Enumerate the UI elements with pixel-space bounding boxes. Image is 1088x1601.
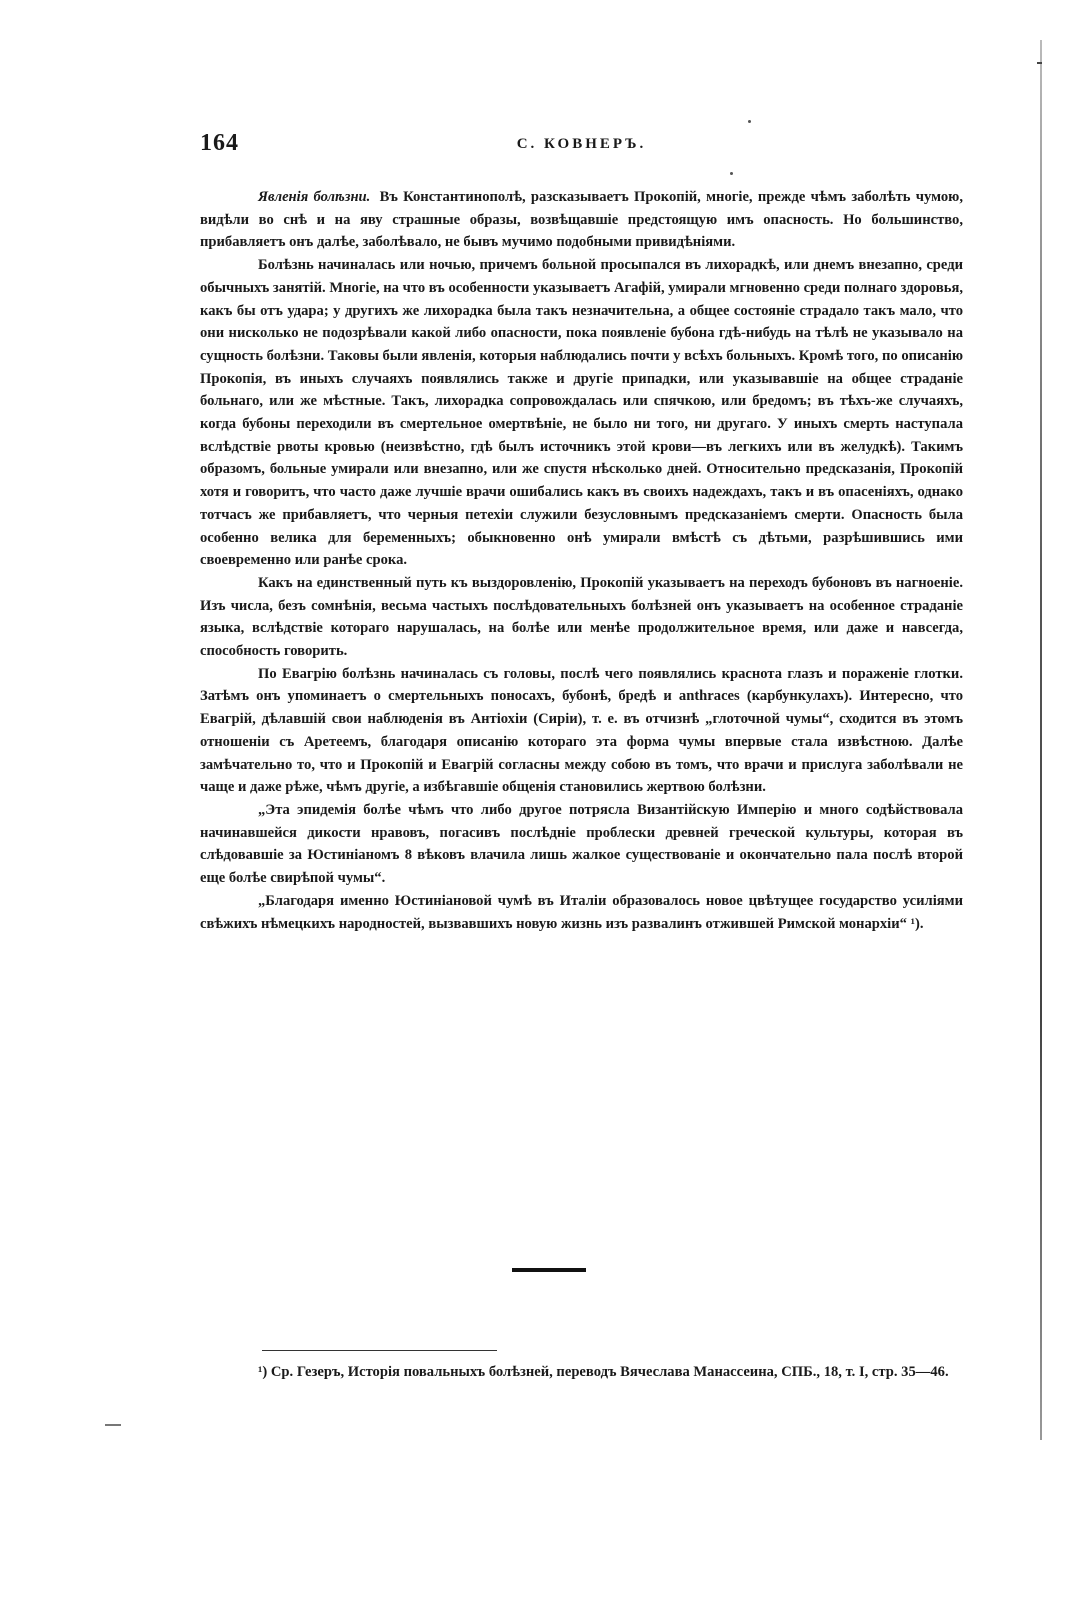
page-header [200, 130, 963, 160]
section-heading: Явленія болѣзни. [258, 189, 371, 205]
page-edge-tick [1037, 62, 1042, 64]
footnote: ¹) Ср. Гезеръ, Исторія повальныхъ болѣзней, переводъ Вячеслава Манассеина, СПБ., 18, т. I, стр. 35—46. [258, 1364, 949, 1380]
footnote-rule [262, 1350, 497, 1351]
paragraph: „Эта эпидемія болѣе чѣмъ что либо другое потрясла Византійскую Имперію и много содѣйствовала начинавшейся дикости нравовъ, погасивъ послѣдніе проблески древней греческой культуры, которая въ слѣдовавшіе за Юстиніаномъ 8 вѣковъ влачила лишь жалкое существованіе и окончательно пала послѣ второй еще болѣе свирѣпой чумы“. [200, 801, 963, 887]
page-number: 164 [200, 130, 239, 156]
paragraph [200, 186, 963, 254]
speck [748, 120, 751, 123]
page-edge-line [1040, 40, 1042, 1440]
margin-mark [105, 1424, 121, 1426]
paragraph: Какъ на единственный путь къ выздоровленію, Прокопій указываетъ на переходъ бубоновъ въ нагноеніе. Изъ числа, безъ сомнѣнія, весьма частыхъ послѣдовательныхъ болѣзней онъ указываетъ на особенное страданіе языка, вслѣдствіе котораго нарушалась, на болѣе или менѣе продолжительное время, или даже и навсегда, способность говорить. [200, 574, 963, 660]
running-head: С. КОВНЕРЪ. [516, 136, 647, 152]
paragraph-text: Въ Константинополѣ, разсказываетъ Прокопій, многіе, прежде чѣмъ заболѣть чумою, видѣли во снѣ и на яву страшные образы, возвѣщавшіе предстоящую имъ опасность. Но большинство, прибавляетъ онъ далѣе, заболѣвало, не бывъ мучимо подобными привидѣніями. [200, 189, 963, 251]
paragraph: „Благодаря именно Юстиніановой чумѣ въ Италіи образовалось новое цвѣтущее государство усиліями свѣжихъ нѣмецкихъ народностей, вызвавшихъ новую жизнь изъ развалинъ отжившей Римской монархіи“ ¹). [200, 892, 963, 932]
paragraph: Болѣзнь начиналась или ночью, причемъ больной просыпался въ лихорадкѣ, или днемъ внезапно, среди обычныхъ занятій. Многіе, на что въ особенности указываетъ Агафій, умирали мгновенно среди полнаго здоровья, какъ бы отъ удара; у другихъ же лихорадка была такъ незначительна, а общее состояніе страдало такъ мало, что они нисколько не подозрѣвали какой либо опасности, пока появленіе бубона гдѣ-нибудь на тѣлѣ не указывало на сущность болѣзни. Таковы были явленія, которыя наблюдались почти у всѣхъ больныхъ. Кромѣ того, по описанію Прокопія, въ иныхъ случаяхъ появлялись также и другіе припадки, или указывавшіе на общее страданіе больнаго, или же мѣстные. Такъ, лихорадка сопровождалась или спячкою, или бредомъ; въ тѣхъ-же случаяхъ, когда бубоны переходили въ смертельное омертвѣніе, не было ни того, ни другаго. У иныхъ смерть наступала вслѣдствіе рвоты кровью (неизвѣстно, гдѣ былъ источникъ этой крови—въ легкихъ или въ желудкѣ). Такимъ образомъ, больные умирали или внезапно, или же спустя нѣсколько дней. Относительно предсказанія, Прокопій хотя и говоритъ, что часто даже лучшіе врачи ошибались какъ въ своихъ надеждахъ, такъ и въ опасеніяхъ, однако тотчасъ же прибавляетъ, что черныя петехіи служили безусловнымъ предсказаніемъ смерти. Опасность была особенно велика для беременныхъ; обыкновенно онѣ умирали вмѣстѣ съ дѣтьми, разрѣшившись ими своевременно или ранѣе срока. [200, 257, 963, 569]
speck [730, 172, 733, 175]
main-text [200, 186, 963, 935]
paragraph: По Евагрію болѣзнь начиналась съ головы, послѣ чего появлялись краснота глазъ и пораженіе глотки. Затѣмъ онъ упоминаетъ о смертельныхъ поносахъ, бубонѣ, бредѣ и anthraces (карбункулахъ). Интересно, что Евагрій, дѣлавшій свои наблюденія въ Антіохіи (Сиріи), т. е. въ отчизнѣ „глоточной чумы“, сходится въ этомъ отношеніи съ Аретеемъ, благодаря описанію котораго эта форма чумы впервые стала извѣстною. Далѣе замѣчательно то, что и Прокопій и Евагрій согласны между собою въ томъ, что врачи и прислуга заболѣвали не чаще и даже рѣже, чѣмъ другіе, а избѣгавшіе общенія становились жертвою болѣзни. [200, 665, 963, 796]
section-divider [512, 1268, 586, 1272]
